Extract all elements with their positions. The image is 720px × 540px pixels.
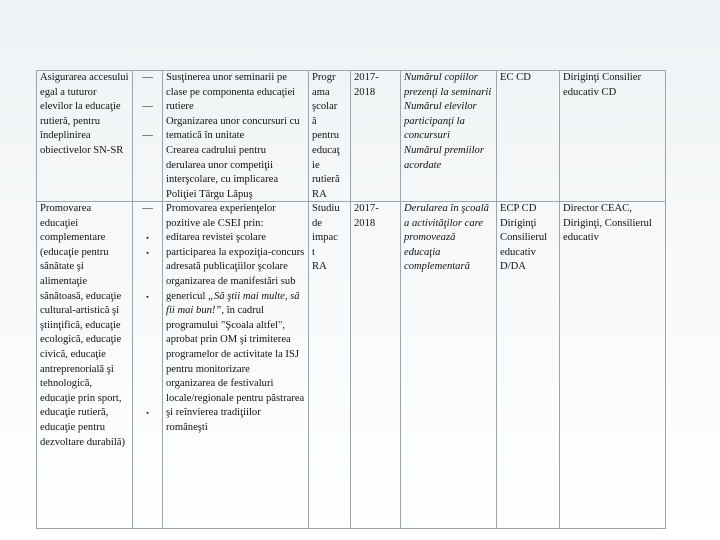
objective-text: Promovarea educaţiei complementare (educaţie pentru sănătate şi alimentaţie sănătoasă, educaţie cultural-artistică şi ştiinţifică, educaţie ecologică, educaţie civică, educaţie antreprenorială şi tehnologică, educaţie prin sport, educaţie rutieră, educaţie pentru dezvoltare durabilă) <box>40 203 125 448</box>
bullet-marker: ▪ <box>146 292 149 301</box>
indicator-text: Derularea în şcoală a activităţilor care promovează educaţia complementară <box>404 203 489 273</box>
marker-spacer <box>136 217 159 232</box>
responsible-text: EC CD <box>500 72 531 83</box>
program-text: Progr <box>312 72 336 83</box>
responsible-cell <box>497 202 560 529</box>
marker-spacer <box>136 348 159 363</box>
marker-spacer <box>136 260 159 275</box>
program-text: ama <box>312 86 330 98</box>
objective-text: Asigurarea accesului egal a tuturor elevilor la educaţie rutieră, pentru îndeplinirea obiectivelor SN-SR <box>40 72 129 156</box>
dash-marker: — <box>142 101 153 113</box>
program-cell <box>309 202 351 529</box>
quoted-title: „Să ştii mai multe, să fii mai bun!” <box>166 290 300 317</box>
activity-lead-text: Promovarea experienţelor pozitive ale CSEI prin: <box>166 203 276 229</box>
program-text: t <box>312 246 315 258</box>
indicator-text: Numărul copiilor prezenţi la seminarii <box>404 72 492 98</box>
activity-table <box>36 70 666 529</box>
partners-text: Diriginţi Consilier educativ CD <box>563 72 641 98</box>
partners-text: Director CEAC, Diriginţi, Consilierul educativ <box>563 203 652 244</box>
activity-item: editarea revistei şcolare <box>166 232 266 244</box>
program-text: RA <box>312 261 327 273</box>
activity-text: Crearea cadrului pentru derularea unor competiţii interşcolare, cu implicarea Poliţiei Târgu Lăpuş <box>166 144 279 200</box>
dash-marker: — <box>142 130 153 142</box>
period-cell <box>351 202 401 529</box>
responsible-text: ECP CD Diriginţi Consilierul educativ D/DA <box>500 203 548 273</box>
bullet-marker: ▪ <box>146 234 149 243</box>
indicators-cell <box>401 202 497 529</box>
bullet-marker: ▪ <box>146 248 149 257</box>
table-row <box>37 202 666 529</box>
marker-spacer <box>136 275 159 290</box>
program-text: Studiu <box>312 203 340 214</box>
activity-item: organizarea de manifestări sub genericul <box>166 275 296 302</box>
program-text: rutieră <box>312 174 340 186</box>
dash-marker: — <box>142 203 153 214</box>
partners-cell <box>560 71 666 202</box>
program-text: ie <box>312 159 320 171</box>
program-text: pentru <box>312 130 340 142</box>
program-text: RA <box>312 188 327 200</box>
responsible-cell <box>497 71 560 202</box>
marker-spacer <box>136 392 159 407</box>
period-cell <box>351 71 401 202</box>
partners-cell <box>560 202 666 529</box>
objective-cell <box>37 202 133 529</box>
program-text: şcolar <box>312 101 338 113</box>
indicator-text: Numărul premiilor acordate <box>404 144 484 171</box>
marker-spacer <box>136 363 159 378</box>
dash-marker: — <box>142 72 153 83</box>
activity-item-rest: , în cadrul programului "Şcoala altfel", aprobat prin OM şi trimiterea programelor de activitate la ISJ pentru monitorizare <box>166 305 299 375</box>
activities-cell <box>163 202 309 529</box>
indicators-cell <box>401 71 497 202</box>
marker-spacer <box>136 115 159 130</box>
table-row <box>37 71 666 202</box>
program-cell <box>309 71 351 202</box>
program-text: de <box>312 217 322 229</box>
marker-spacer <box>136 377 159 392</box>
program-text: educaţ <box>312 144 340 156</box>
marker-cell <box>133 71 163 202</box>
marker-spacer <box>136 304 159 319</box>
marker-cell <box>133 202 163 529</box>
activity-text: Susţinerea unor seminarii pe clase pe componenta educaţiei rutiere <box>166 72 296 113</box>
activity-item: organizarea de festivaluri locale/regionale pentru păstrarea şi reînvierea tradiţiilor româneşti <box>166 378 305 433</box>
objective-cell <box>37 71 133 202</box>
indicator-text: Numărul elevilor participanţi la concursuri <box>404 101 477 142</box>
activities-cell <box>163 71 309 202</box>
activity-item: participarea la expoziţia-concurs adresată publicaţiilor şcolare <box>166 246 305 273</box>
program-text: impac <box>312 232 338 244</box>
activity-text: Organizarea unor concursuri cu tematică în unitate <box>166 115 300 142</box>
period-text: 2017-2018 <box>354 72 379 98</box>
program-text: ă <box>312 115 317 127</box>
bullet-marker: ▪ <box>146 409 149 418</box>
marker-spacer <box>136 333 159 348</box>
marker-spacer <box>136 319 159 334</box>
period-text: 2017-2018 <box>354 203 379 229</box>
marker-spacer <box>136 86 159 101</box>
